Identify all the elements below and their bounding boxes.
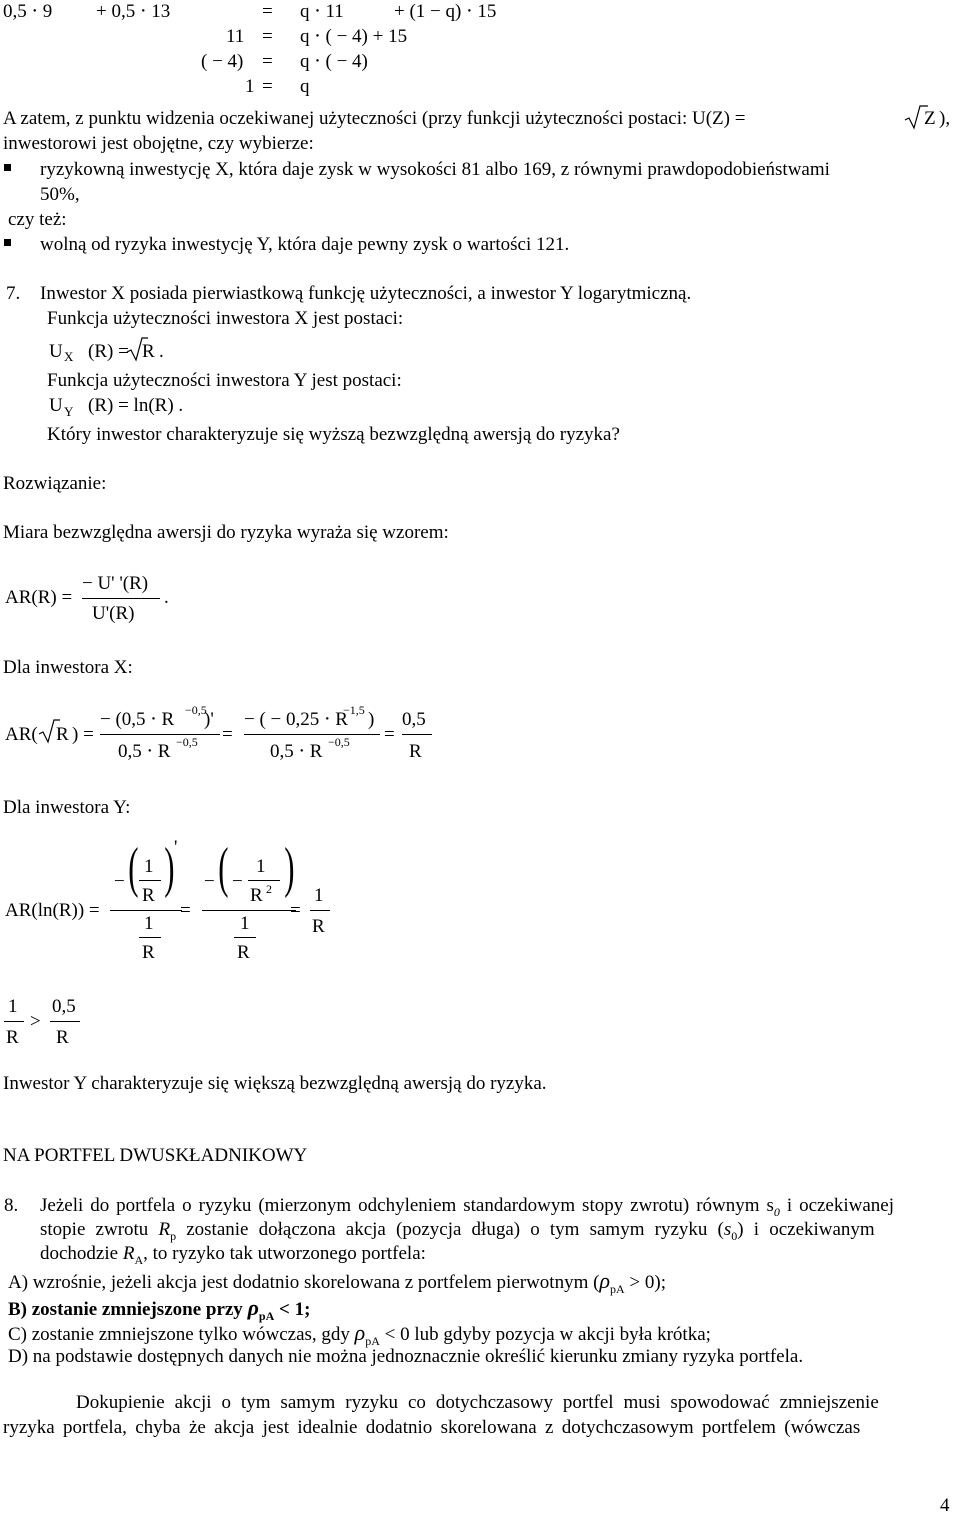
eq-row4-lhs: 1 (245, 76, 255, 97)
p8-line2-sub: p (170, 1228, 177, 1243)
solution-heading: Rozwiązanie: (3, 473, 107, 494)
fraction-line (82, 598, 160, 599)
x-num2-end: ) (368, 709, 375, 730)
ar-num: − U' '(R) (82, 573, 149, 594)
opt-b-sub: pA (258, 1308, 275, 1323)
option-d: D) na podstawie dostępnych danych nie można jednoznacznie określić kierunku zmiany ryzyka portfela. (8, 1346, 804, 1367)
para-line2: inwestorowi jest obojętne, czy wybierze: (3, 133, 314, 154)
dla-x: Dla inwestora X: (3, 657, 133, 678)
fraction-line (4, 1021, 24, 1022)
p8-line3b: , to ryzyko tak utworzonego portfela: (143, 1243, 426, 1264)
ar-den: U'(R) (92, 603, 135, 624)
eq-row3-eq: = (262, 51, 273, 72)
fraction-line (139, 880, 161, 881)
x-num3: 0,5 (402, 709, 426, 730)
x-num1-end: )' (204, 709, 214, 730)
cmp-one: 1 (8, 996, 18, 1017)
para-line1-end: ), (939, 108, 951, 129)
fy-label: Funkcja użyteczności inwestora Y jest postaci: (47, 370, 402, 391)
option-c (8, 1320, 711, 1348)
y-eq2: = (180, 900, 191, 921)
eq-row3-lhs: ( − 4) (201, 51, 244, 72)
p8-line2b: zostanie dołączona akcja (pozycja długa) o tym samym ryzyku ( (176, 1219, 724, 1240)
fraction-line (50, 1021, 80, 1022)
x-lhs-a: AR( (5, 724, 38, 745)
fraction-line (100, 734, 220, 735)
eq-row2-lhs: 11 (226, 26, 245, 47)
y-one1: 1 (144, 856, 154, 877)
eq-row1-eq: = (262, 1, 273, 22)
x-eq2: = (222, 724, 233, 745)
fy-sub: Y (64, 404, 74, 419)
y-one2: 1 (256, 856, 266, 877)
fraction-line (110, 910, 182, 911)
p8-line2-s: s (723, 1219, 732, 1240)
rho-icon: ρ (599, 1268, 610, 1293)
p8-line2 (40, 1219, 875, 1243)
y-R2-sup: 2 (266, 882, 272, 896)
or-text: czy też: (8, 209, 67, 230)
p8-line1-text: Jeżeli do portfela o ryzyku (mierzonym odchyleniem standardowym stopy zwrotu) równym s (40, 1195, 774, 1216)
opt-a-end: > 0); (624, 1272, 666, 1293)
y-minus1: − (114, 871, 125, 892)
y-one3: 1 (314, 885, 324, 906)
explanation-line1: Dokupienie akcji o tym samym ryzyku co dotychczasowy portfel musi spowodować zmniejszenie (76, 1392, 879, 1413)
problem-number: 8. (4, 1195, 19, 1216)
paren-left: ( (128, 837, 139, 899)
miara-text: Miara bezwzględna awersji do ryzyka wyraża się wzorem: (3, 522, 449, 543)
x-den1: 0,5 ⋅ R (118, 741, 171, 762)
explanation-line2: ryzyka portfela, chyba że akcja jest idealnie dodatnio skorelowana z dotychczasowym portfelem (wówczas (3, 1417, 861, 1438)
para-line1: A zatem, z punktu widzenia oczekiwanej użyteczności (przy funkcji użyteczności postaci: U(Z) = (3, 108, 746, 129)
paren-left: ( (218, 837, 229, 899)
x-num2: − ( − 0,25 ⋅ R (244, 709, 348, 730)
y-den1-one: 1 (144, 913, 154, 934)
option-a (8, 1268, 666, 1296)
cmp-R2: R (56, 1027, 69, 1048)
bullet2-line: wolną od ryzyka inwestycję Y, która daje pewny zysk o wartości 121. (40, 234, 570, 255)
x-den1-sup: −0,5 (176, 735, 198, 749)
rho-icon: ρ (354, 1320, 366, 1345)
x-eq3: = (384, 724, 395, 745)
problem-text: Inwestor X posiada pierwiastkową funkcję użyteczności, a inwestor Y logarytmiczną. (40, 283, 692, 304)
p8-line1-end: i oczekiwanej (779, 1195, 895, 1216)
fraction-line (139, 937, 161, 938)
eq-row1-rhs-b: + (1 − q) ⋅ 15 (394, 1, 497, 22)
fy-rest: (R) = ln(R) . (88, 395, 184, 416)
rho-icon: ρ (247, 1295, 259, 1320)
ar-lhs: AR(R) = (5, 587, 73, 608)
eq-row4-eq: = (262, 76, 273, 97)
bullet1-line2: 50%, (40, 184, 80, 205)
y-den2-one: 1 (240, 913, 250, 934)
x-num2-sup: −1,5 (343, 703, 365, 717)
y-R2: R (250, 885, 263, 906)
x-lhs-r: R (56, 724, 69, 745)
fraction-line (310, 910, 330, 911)
p8-line2-R: R (158, 1219, 171, 1240)
y-den1-R: R (142, 942, 155, 963)
y-minus2b: − (232, 871, 243, 892)
p8-line1 (40, 1195, 895, 1219)
fraction-line (248, 880, 280, 881)
para-line1-z: Z (924, 108, 936, 129)
opt-a-text: A) wzrośnie, jeżeli akcja jest dodatnio skorelowana z portfelem pierwotnym ( (8, 1272, 600, 1293)
y-minus2a: − (204, 871, 215, 892)
opt-b-text: B) zostanie zmniejszone przy (8, 1299, 248, 1320)
y-R1: R (142, 885, 155, 906)
fy-U: U (49, 395, 63, 416)
eq-row2-eq: = (262, 26, 273, 47)
fx-label: Funkcja użyteczności inwestora X jest postaci: (47, 308, 404, 329)
eq-row2-rhs: q ⋅ ( − 4) + 15 (300, 26, 408, 47)
eq-row1-lhs-a: 0,5 ⋅ 9 (3, 1, 53, 22)
opt-b-end: < 1; (274, 1299, 311, 1320)
opt-c-end: < 0 lub gdyby pozycja w akcji była krótka; (379, 1324, 711, 1345)
fraction-line (202, 910, 296, 911)
fx-U: U (49, 341, 63, 362)
p8-line1-sub: 0 (773, 1204, 780, 1219)
cmp-num: 0,5 (52, 996, 76, 1017)
fx-mid: (R) = (88, 341, 129, 362)
fraction-line (234, 937, 256, 938)
opt-c-sub: pA (365, 1333, 380, 1348)
p8-line2a: stopie zwrotu (40, 1219, 159, 1240)
eq-row4-rhs: q (300, 76, 310, 97)
paren-right: ) (284, 837, 295, 899)
x-num1-sup: −0,5 (185, 703, 207, 717)
section-heading: NA PORTFEL DWUSKŁADNIKOWY (3, 1145, 308, 1166)
bullet-icon (4, 239, 11, 246)
eq-row3-rhs: q ⋅ ( − 4) (300, 51, 368, 72)
eq-row1-lhs-b: + 0,5 ⋅ 13 (96, 1, 171, 22)
p8-line3a: dochodzie (40, 1243, 123, 1264)
dla-y: Dla inwestora Y: (3, 797, 131, 818)
p8-line3-sub: A (134, 1252, 144, 1267)
cmp-R1: R (6, 1027, 19, 1048)
fraction-line (402, 734, 432, 735)
fraction-line (244, 734, 380, 735)
option-b (8, 1295, 311, 1323)
ar-dot: . (164, 587, 169, 608)
x-lhs-b: ) = (72, 724, 94, 745)
problem-number: 7. (6, 283, 21, 304)
p8-line3 (40, 1243, 426, 1267)
fx-sub: X (64, 349, 74, 364)
y-den2-R: R (237, 942, 250, 963)
x-den2: 0,5 ⋅ R (270, 741, 323, 762)
p8-line2c: ) i oczekiwanym (737, 1219, 875, 1240)
opt-c-text: C) zostanie zmniejszone tylko wówczas, gdy (8, 1324, 355, 1345)
fx-R: R (142, 341, 155, 362)
bullet1-line1: ryzykowną inwestycję X, która daje zysk w wysokości 81 albo 169, z równymi prawdopodobieństwami (40, 159, 830, 180)
y-lhs: AR(ln(R)) = (5, 900, 100, 921)
page-number: 4 (940, 1495, 950, 1516)
p8-line3-R: R (122, 1243, 135, 1264)
eq-row1-rhs-a: q ⋅ 11 (300, 1, 344, 22)
x-num1: − (0,5 ⋅ R (100, 709, 175, 730)
cmp-gt: > (30, 1011, 41, 1032)
x-den3: R (409, 741, 422, 762)
bullet-icon (4, 164, 11, 171)
paren-right: ) (164, 837, 175, 899)
conclusion: Inwestor Y charakteryzuje się większą bezwzględną awersją do ryzyka. (3, 1073, 547, 1094)
y-R3: R (312, 916, 325, 937)
x-den2-sup: −0,5 (328, 735, 350, 749)
fx-dot: . (159, 341, 164, 362)
opt-a-sub: pA (610, 1281, 625, 1296)
y-prime: ' (174, 837, 178, 858)
y-eq3: = (290, 900, 301, 921)
p8-line2-s-sub: 0 (731, 1228, 738, 1243)
question: Który inwestor charakteryzuje się wyższą bezwzględną awersją do ryzyka? (47, 424, 620, 445)
